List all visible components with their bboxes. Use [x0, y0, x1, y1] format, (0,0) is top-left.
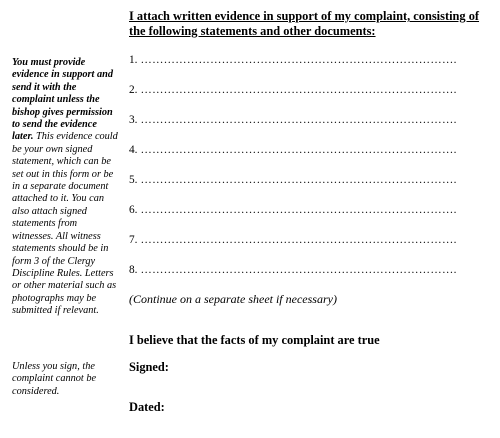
item-number: 4. — [129, 144, 138, 156]
item-number: 5. — [129, 174, 138, 186]
item-number: 3. — [129, 114, 138, 126]
evidence-guidance-text: This evidence could be your own signed statement, which can be set out in this form or be in a separate document attached to it. You can also attach signed statements from witnesses. All witness statements should be in form 3 of the Clergy Discipline Rules. Letters or other material such as photographs may be submitted if relevant. — [12, 131, 118, 317]
evidence-item-2[interactable] — [129, 82, 489, 98]
belief-statement: I believe that the facts of my complaint are true — [129, 333, 380, 347]
item-number: 6. — [129, 204, 138, 216]
item-dotted-line: ………………………………………………………………………. — [140, 84, 457, 96]
item-dotted-line: ………………………………………………………………………. — [140, 264, 457, 276]
evidence-item-4[interactable] — [129, 142, 489, 158]
signed-field[interactable]: Signed: — [129, 360, 169, 374]
item-dotted-line: ………………………………………………………………………. — [140, 54, 457, 66]
item-dotted-line: ………………………………………………………………………. — [140, 234, 457, 246]
evidence-item-6[interactable] — [129, 202, 489, 218]
dated-field[interactable]: Dated: — [129, 400, 165, 414]
item-number: 1. — [129, 54, 138, 66]
evidence-item-3[interactable] — [129, 112, 489, 128]
item-dotted-line: ………………………………………………………………………. — [140, 144, 457, 156]
evidence-guidance-note — [12, 57, 120, 318]
evidence-item-5[interactable] — [129, 172, 489, 188]
item-number: 2. — [129, 84, 138, 96]
evidence-item-8[interactable] — [129, 262, 489, 278]
evidence-item-7[interactable] — [129, 232, 489, 248]
evidence-item-1[interactable] — [129, 52, 489, 68]
item-number: 8. — [129, 264, 138, 276]
evidence-guidance-bold: You must provide evidence in support and send it with the complaint unless the bishop gives permission to send the evidence later. — [12, 57, 113, 143]
item-dotted-line: ………………………………………………………………………. — [140, 114, 457, 126]
item-dotted-line: ………………………………………………………………………. — [140, 174, 457, 186]
continue-note: (Continue on a separate sheet if necessary) — [129, 292, 337, 306]
evidence-heading: I attach written evidence in support of my complaint, consisting of the following statements and other documents: — [129, 9, 480, 38]
signature-guidance-note: Unless you sign, the complaint cannot be considered. — [12, 361, 97, 397]
item-dotted-line: ………………………………………………………………………. — [140, 204, 457, 216]
item-number: 7. — [129, 234, 138, 246]
